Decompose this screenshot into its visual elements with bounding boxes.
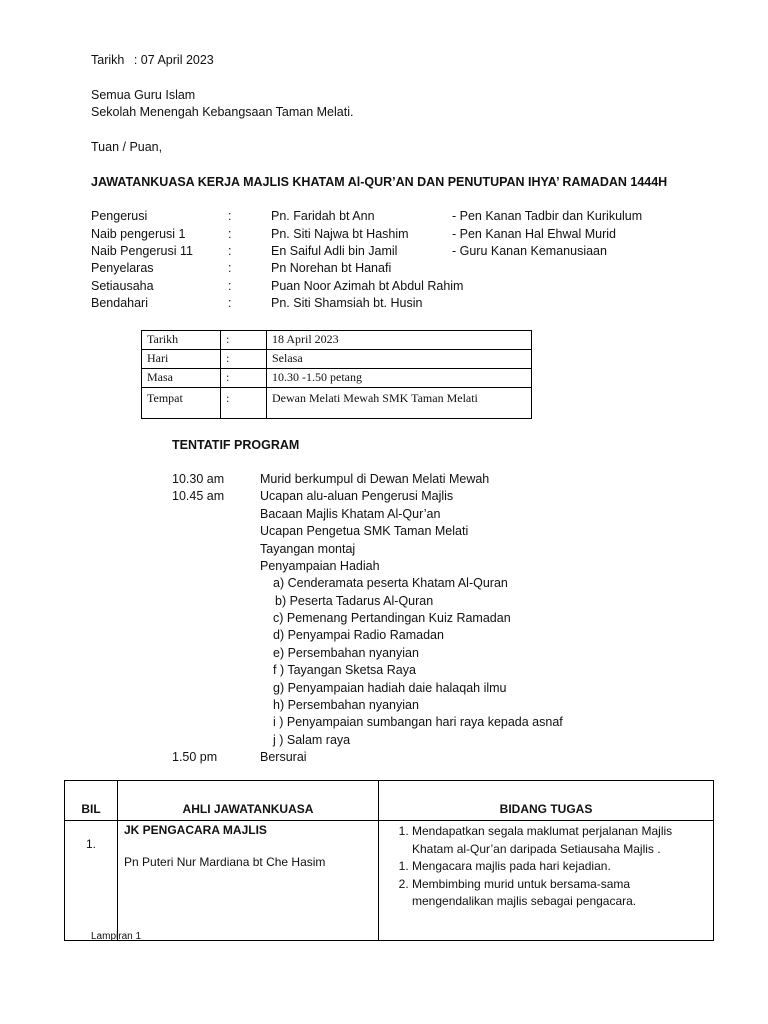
program-item: Murid berkumpul di Dewan Melati Mewah [260, 472, 490, 486]
committee-table [64, 780, 714, 941]
program-subitem: d) Penyampai Radio Ramadan [273, 628, 444, 642]
official-name: Pn. Siti Shamsiah bt. Husin [271, 296, 423, 310]
program-subitem: i ) Penyampaian sumbangan hari raya kepada asnaf [273, 715, 563, 729]
official-colon: : [228, 227, 232, 241]
official-post: - Pen Kanan Tadbir dan Kurikulum [452, 209, 643, 223]
official-name: Pn. Siti Najwa bt Hashim [271, 227, 409, 241]
committee-duties-cell [379, 821, 714, 941]
event-row [142, 350, 532, 369]
program-time: 10.30 am [172, 472, 225, 486]
official-name: En Saiful Adli bin Jamil [271, 244, 398, 258]
event-colon: : [221, 388, 267, 419]
program-item: Tayangan montaj [260, 542, 356, 556]
event-label: Tempat [142, 388, 221, 419]
program-subitem: f ) Tayangan Sketsa Raya [273, 663, 416, 677]
official-role: Naib Pengerusi 11 [91, 244, 193, 258]
event-label: Tarikh [142, 331, 221, 350]
date-label: Tarikh [91, 53, 125, 67]
column-header-member: AHLI JAWATANKUASA [118, 781, 379, 821]
official-colon: : [228, 296, 232, 310]
document-title: JAWATANKUASA KERJA MAJLIS KHATAM Al-QUR’AN DAN PENUTUPAN IHYA’ RAMADAN 1444H [91, 175, 668, 189]
column-header-duties: BIDANG TUGAS [379, 781, 714, 821]
event-row [142, 331, 532, 350]
event-value: Selasa [267, 350, 532, 369]
program-subitem: a) Cenderamata peserta Khatam Al-Quran [273, 576, 508, 590]
official-colon: : [228, 279, 232, 293]
event-value: Dewan Melati Mewah SMK Taman Melati [267, 388, 532, 419]
event-row [142, 369, 532, 388]
official-role: Bendahari [91, 296, 148, 310]
duties-list [379, 823, 705, 911]
program-subitem: b) Peserta Tadarus Al-Quran [275, 594, 434, 608]
committee-row [65, 821, 714, 941]
program-item: Ucapan Pengetua SMK Taman Melati [260, 524, 469, 538]
column-header-bil: BIL [65, 781, 118, 821]
program-item: Bacaan Majlis Khatam Al-Qur’an [260, 507, 441, 521]
committee-member: Pn Puteri Nur Mardiana bt Che Hasim [124, 855, 326, 869]
event-details-table [141, 330, 532, 419]
program-subitem: g) Penyampaian hadiah daie halaqah ilmu [273, 681, 507, 695]
program-subitem: c) Pemenang Pertandingan Kuiz Ramadan [273, 611, 511, 625]
committee-number: 1. [65, 821, 118, 941]
program-heading: TENTATIF PROGRAM [172, 438, 300, 452]
recipient-line-2: Sekolah Menengah Kebangsaan Taman Melati. [91, 105, 354, 119]
program-time: 10.45 am [172, 489, 225, 503]
official-post: - Guru Kanan Kemanusiaan [452, 244, 607, 258]
official-post: - Pen Kanan Hal Ehwal Murid [452, 227, 616, 241]
date-line [91, 53, 214, 67]
program-subitem: h) Persembahan nyanyian [273, 698, 419, 712]
event-colon: : [221, 369, 267, 388]
official-name: Pn. Faridah bt Ann [271, 209, 375, 223]
event-value: 18 April 2023 [267, 331, 532, 350]
official-role: Pengerusi [91, 209, 148, 223]
program-item: Ucapan alu-aluan Pengerusi Majlis [260, 489, 454, 503]
program-end-time: 1.50 pm [172, 750, 218, 764]
committee-unit: JK PENGACARA MAJLIS [124, 823, 267, 837]
committee-member-cell [118, 821, 379, 941]
salutation: Tuan / Puan, [91, 140, 163, 154]
official-name: Puan Noor Azimah bt Abdul Rahim [271, 279, 464, 293]
program-end-item: Bersurai [260, 750, 307, 764]
event-colon: : [221, 331, 267, 350]
official-role: Setiausaha [91, 279, 154, 293]
official-role: Naib pengerusi 1 [91, 227, 186, 241]
official-colon: : [228, 244, 232, 258]
duty-item: 2. Membimbing murid untuk bersama-sama mengendalikan majlis sebagai pengacara. [412, 876, 705, 911]
official-colon: : [228, 209, 232, 223]
event-colon: : [221, 350, 267, 369]
program-item: Penyampaian Hadiah [260, 559, 380, 573]
event-row [142, 388, 532, 419]
event-label: Hari [142, 350, 221, 369]
official-colon: : [228, 261, 232, 275]
event-label: Masa [142, 369, 221, 388]
official-name: Pn Norehan bt Hanafi [271, 261, 392, 275]
program-subitem: j ) Salam raya [273, 733, 351, 747]
program-subitem: e) Persembahan nyanyian [273, 646, 419, 660]
footer-note: Lampiran 1 [91, 931, 142, 942]
duty-item: 1. Mendapatkan segala maklumat perjalanan Majlis Khatam al-Qur’an daripada Setiausaha Majlis . [412, 823, 705, 858]
recipient-line-1: Semua Guru Islam [91, 88, 196, 102]
event-value: 10.30 -1.50 petang [267, 369, 532, 388]
date-value: : 07 April 2023 [133, 53, 214, 67]
committee-header-row [65, 781, 714, 821]
official-role: Penyelaras [91, 261, 154, 275]
duty-item: 1. Mengacara majlis pada hari kejadian. [412, 858, 705, 876]
